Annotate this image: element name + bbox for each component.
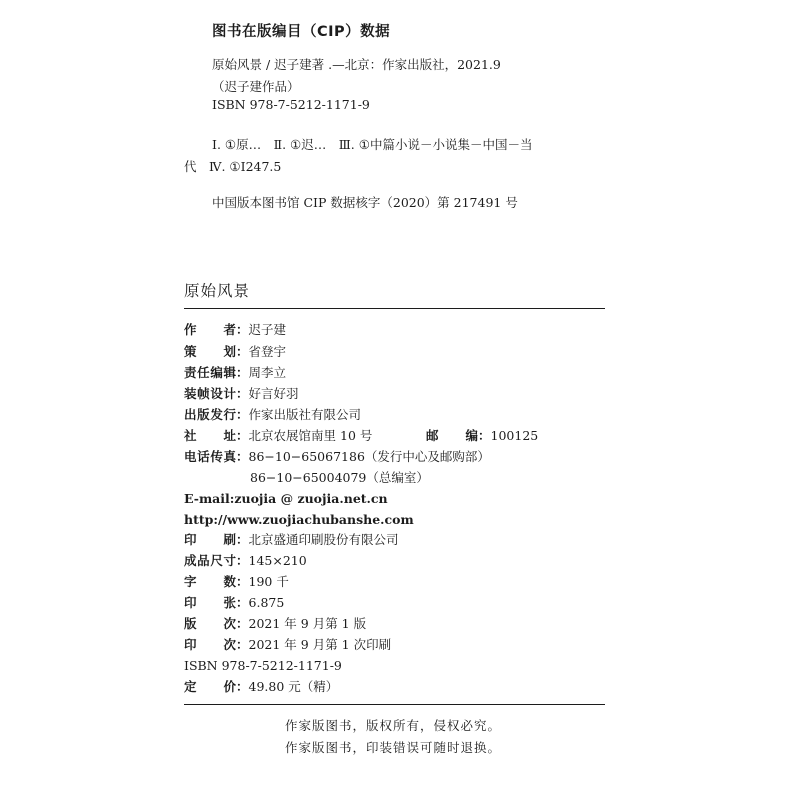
postcode-row: 邮编：100125 — [426, 426, 538, 446]
words-value: 190 千 — [248, 574, 289, 589]
sheets-value: 6.875 — [248, 595, 285, 610]
printing-row: 印次：2021 年 9 月第 1 次印刷 — [184, 635, 391, 655]
publisher-value: 作家出版社有限公司 — [248, 407, 362, 422]
planner-label: 策划 — [184, 344, 236, 359]
planner-row: 策划：省登宇 — [184, 342, 286, 362]
size-label: 成品尺寸 — [184, 553, 236, 568]
printing-value: 2021 年 9 月第 1 次印刷 — [248, 637, 392, 652]
sheets-label: 印张 — [184, 595, 236, 610]
footer-divider — [184, 704, 605, 705]
editor-row: 责任编辑：周李立 — [184, 363, 286, 383]
cip-isbn-line: ISBN 978-7-5212-1171-9 — [212, 97, 370, 112]
website-line: http://www.zuojiachubanshe.com — [184, 512, 414, 527]
publisher-label: 出版发行 — [184, 407, 236, 422]
postcode-value: 100125 — [490, 428, 539, 443]
edition-value: 2021 年 9 月第 1 版 — [248, 616, 367, 631]
isbn-row — [184, 656, 342, 676]
cip-classification-line: Ⅰ. ①原… Ⅱ. ①迟… Ⅲ. ①中篇小说－小说集－中国－当 — [212, 137, 533, 152]
return-notice: 作家版图书，印装错误可随时退换。 — [285, 740, 502, 755]
fax-secondary: 86−10−65004079（总编室） — [250, 470, 429, 485]
design-value: 好言好羽 — [248, 386, 299, 401]
size-row: 成品尺寸：145×210 — [184, 551, 307, 571]
fax-label: 电话传真 — [184, 449, 236, 464]
price-row: 定价：49.80 元（精） — [184, 677, 338, 697]
design-label: 装帧设计 — [184, 386, 236, 401]
design-row: 装帧设计：好言好羽 — [184, 384, 299, 404]
fax-primary: 86−10−65067186（发行中心及邮购部） — [248, 449, 490, 464]
author-row: 作者：迟子建 — [184, 320, 286, 340]
size-value: 145×210 — [248, 553, 307, 568]
isbn-value: ISBN 978-7-5212-1171-9 — [184, 658, 342, 673]
cip-classification-continued: 代 Ⅳ. ①I247.5 — [184, 159, 282, 174]
book-title: 原始风景 — [184, 282, 251, 300]
printer-value: 北京盛通印刷股份有限公司 — [248, 532, 399, 547]
author-value: 迟子建 — [248, 322, 287, 337]
email-line: E-mail:zuojia @ zuojia.net.cn — [184, 491, 388, 506]
cip-record-line: 原始风景 / 迟子建著 .—北京：作家出版社，2021.9 — [212, 57, 501, 72]
printing-label: 印次 — [184, 637, 236, 652]
fax-row: 电话传真：86−10−65067186（发行中心及邮购部） — [184, 447, 490, 467]
cip-series-line: （迟子建作品） — [212, 79, 300, 94]
printer-label: 印刷 — [184, 532, 236, 547]
edition-label: 版次 — [184, 616, 236, 631]
author-label: 作者 — [184, 322, 236, 337]
edition-row: 版次：2021 年 9 月第 1 版 — [184, 614, 366, 634]
publisher-row: 出版发行：作家出版社有限公司 — [184, 405, 361, 425]
sheets-row: 印张：6.875 — [184, 593, 284, 613]
editor-value: 周李立 — [248, 365, 287, 380]
address-value: 北京农展馆南里 10 号 — [248, 428, 373, 443]
postcode-label: 邮编 — [426, 428, 478, 443]
words-label: 字数 — [184, 574, 236, 589]
editor-label: 责任编辑 — [184, 365, 236, 380]
address-label: 社址 — [184, 428, 236, 443]
fax-secondary-row — [250, 468, 429, 488]
title-divider — [184, 308, 605, 309]
planner-value: 省登宇 — [248, 344, 287, 359]
cip-approval-number: 中国版本图书馆 CIP 数据核字（2020）第 217491 号 — [212, 195, 518, 210]
copyright-notice: 作家版图书，版权所有，侵权必究。 — [285, 718, 502, 733]
cip-heading: 图书在版编目（CIP）数据 — [212, 24, 391, 40]
price-value: 49.80 元（精） — [248, 679, 339, 694]
printer-row: 印刷：北京盛通印刷股份有限公司 — [184, 530, 399, 550]
price-label: 定价 — [184, 679, 236, 694]
words-row: 字数：190 千 — [184, 572, 289, 592]
address-row: 社址：北京农展馆南里 10 号 — [184, 426, 372, 446]
